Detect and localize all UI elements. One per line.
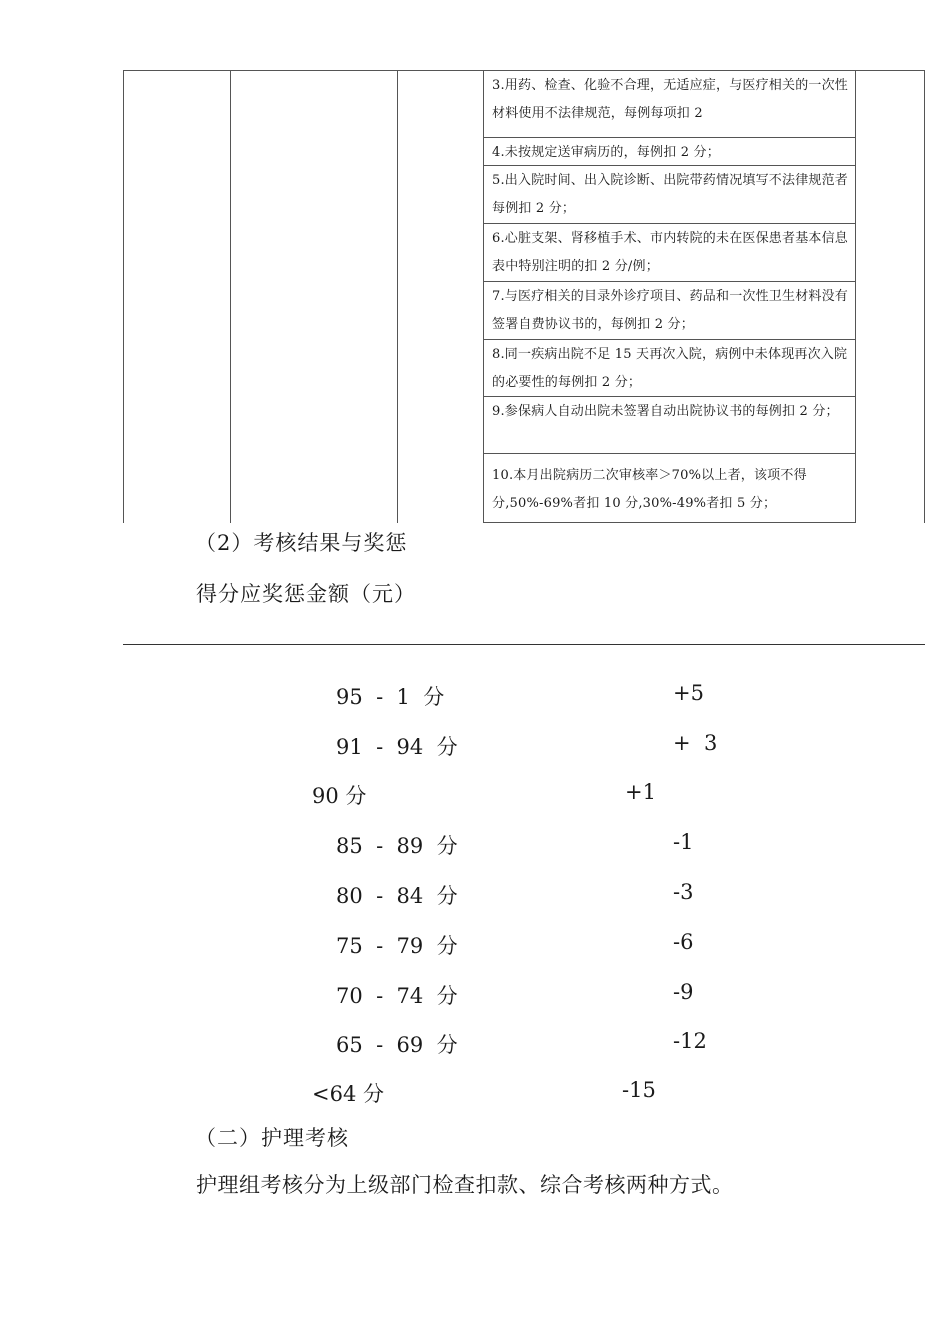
- reward-amount: -6: [673, 930, 694, 954]
- table-rule-cell: 7.与医疗相关的目录外诊疗项目、药品和一次性卫生材料没有签署自费协议书的，每例扣 2 分；: [483, 282, 856, 340]
- section-subtitle: 得分应奖惩金额（元）: [196, 582, 416, 606]
- table-column-line-1: [123, 70, 124, 523]
- table-rule-cell: 3.用药、检查、化验不合理，无适应症，与医疗相关的一次性材料使用不法律规范，每例每项扣 2: [483, 70, 856, 138]
- section-title: （2）考核结果与奖惩: [195, 531, 408, 555]
- table-rule-cell: 6.心脏支架、肾移植手术、市内转院的未在医保患者基本信息表中特别注明的扣 2 分/例；: [483, 224, 856, 282]
- reward-score: 80 - 84 分: [336, 884, 458, 908]
- table-rule-cell: 5.出入院时间、出入院诊断、出院带药情况填写不法律规范者每例扣 2 分；: [483, 166, 856, 224]
- reward-score: 90 分: [312, 784, 367, 808]
- nursing-section-body: 护理组考核分为上级部门检查扣款、综合考核两种方式。: [196, 1173, 734, 1197]
- reward-amount: -3: [673, 880, 694, 904]
- reward-score: <64 分: [312, 1082, 384, 1106]
- reward-amount: + 3: [673, 731, 718, 755]
- reward-score: 91 - 94 分: [336, 735, 458, 759]
- table-rule-cell: 8.同一疾病出院不足 15 天再次入院，病例中未体现再次入院的必要性的每例扣 2 分；: [483, 340, 856, 397]
- reward-amount: +5: [673, 681, 704, 705]
- reward-amount: -9: [673, 980, 694, 1004]
- table-rule-cell: 4.未按规定送审病历的，每例扣 2 分；: [483, 138, 856, 166]
- reward-score: 85 - 89 分: [336, 834, 458, 858]
- divider: [123, 644, 925, 645]
- table-column-line-4: [924, 70, 925, 523]
- table-rule-cell: 10.本月出院病历二次审核率＞70%以上者，该项不得分,50%-69%者扣 10 分,30%-49%者扣 5 分；: [483, 454, 856, 523]
- nursing-section-title: （二）护理考核: [195, 1126, 349, 1150]
- table-column-line-3: [397, 70, 398, 523]
- reward-score: 70 - 74 分: [336, 984, 458, 1008]
- table-rule-cell: 9.参保病人自动出院未签署自动出院协议书的每例扣 2 分；: [483, 397, 856, 454]
- reward-amount: -15: [622, 1078, 656, 1102]
- reward-amount: -12: [673, 1029, 707, 1053]
- reward-amount: -1: [673, 830, 694, 854]
- reward-score: 75 - 79 分: [336, 934, 458, 958]
- reward-amount: +1: [625, 780, 656, 804]
- table-column-line-2: [230, 70, 231, 523]
- table-top-border-left: [123, 70, 483, 71]
- reward-score: 95 - 1 分: [336, 685, 445, 709]
- table-top-border-right: [856, 70, 925, 71]
- reward-score: 65 - 69 分: [336, 1033, 458, 1057]
